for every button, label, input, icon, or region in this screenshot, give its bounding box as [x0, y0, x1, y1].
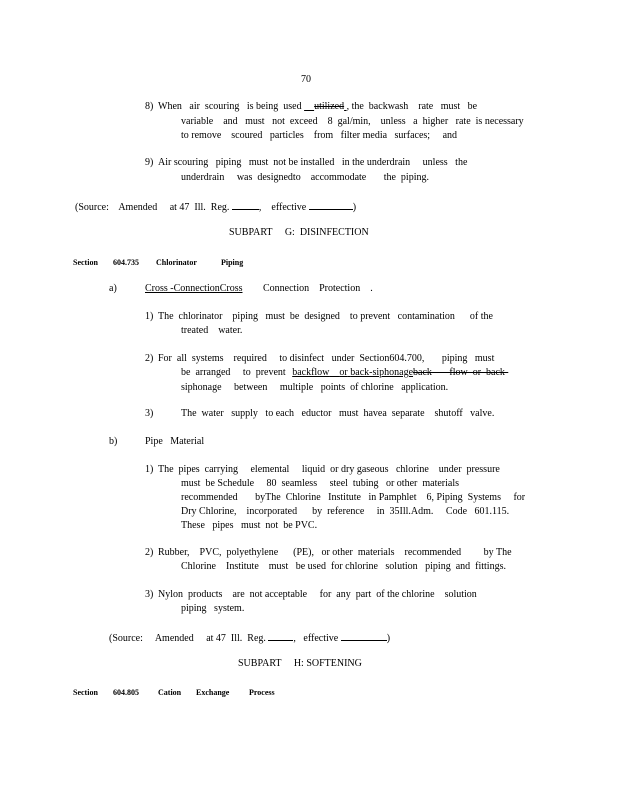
part-b-item-1-line-1: The pipes carrying elemental liquid or dry gaseous chlorine under pressure — [158, 464, 500, 475]
part-a-heading-underlined: Cross -ConnectionCross — [145, 283, 243, 294]
part-a-item-3-number: 3) — [145, 408, 154, 419]
source-note-2-text: (Source: Amended at 47 Ill. Reg. — [109, 633, 266, 644]
part-a-label: a) — [109, 283, 117, 294]
part-b-item-1-line-5: These pipes must not be PVC. — [181, 520, 318, 531]
section-805-title-word-2: Exchange — [196, 688, 230, 697]
part-a-item-2-number: 2) — [145, 353, 154, 364]
part-a-item-2-line-1: For all systems required to disinfect under Section604.700, piping must — [158, 353, 495, 364]
source-note-1-text: (Source: Amended at 47 Ill. Reg. — [75, 202, 230, 213]
part-a-heading — [145, 282, 373, 297]
reg-blank-2 — [268, 630, 293, 641]
part-b-item-3-line-2: piping system. — [181, 603, 245, 614]
subpart-g-heading: SUBPART G: DISINFECTION — [229, 227, 369, 238]
part-a-item-1-line-2: treated water. — [181, 325, 243, 336]
item-8-text-end: , the backwash rate must be — [346, 101, 478, 112]
inserted-text-back-siphonage: back-siphonage — [350, 367, 414, 378]
deleted-text-back-flow: back flow or back- — [413, 367, 509, 378]
part-b-item-1-line-3: recommended byThe Chlorine Institute in Pamphlet 6, Piping Systems for — [181, 492, 526, 503]
part-a-heading-rest: Connection Protection . — [263, 283, 373, 294]
item-9-number: 9) — [145, 157, 154, 168]
effective-blank-1 — [309, 199, 353, 210]
item-8-line-2: variable and must not exceed 8 gal/min, unless a higher rate is necessary — [181, 116, 524, 127]
item-8-line-3: to remove scoured particles from filter media surfaces; and — [181, 130, 458, 141]
source-note-1 — [75, 199, 356, 216]
effective-blank-2 — [341, 630, 387, 641]
section-805-title-word-3: Process — [249, 688, 275, 697]
part-a-item-2-line-2 — [181, 366, 508, 381]
item-9-line-2: underdrain was designedto accommodate the piping. — [181, 172, 429, 183]
part-b-item-3-line-1: Nylon products are not acceptable for any part of the chlorine solution — [158, 589, 477, 600]
source-note-2-close: ) — [386, 633, 391, 644]
item-8-line-1 — [158, 100, 504, 115]
source-note-1-close: ) — [352, 202, 357, 213]
part-b-item-1-line-4: Dry Chlorine, incorporated by reference in 35Ill.Adm. Code 601.115. — [181, 506, 510, 517]
section-title-word-2: Piping — [221, 258, 244, 267]
part-b-item-2-line-2: Chlorine Institute must be used for chlorine solution piping and fittings. — [181, 561, 506, 572]
part-b-item-2-number: 2) — [145, 547, 154, 558]
section-title-word-1: Chlorinator — [156, 258, 197, 267]
source-note-2-effective: , effective — [293, 633, 339, 644]
item-8-text-start: When air scouring is being used — [158, 101, 302, 112]
part-a-item-1-line-1: The chlorinator piping must be designed to prevent contamination of the — [158, 311, 493, 322]
part-a-item-3-line-1: The water supply to each eductor must havea separate shutoff valve. — [181, 408, 495, 419]
source-note-1-effective: , effective — [258, 202, 307, 213]
part-b-item-1-number: 1) — [145, 464, 154, 475]
item-9-line-1: Air scouring piping must not be installed in the underdrain unless the — [158, 157, 468, 168]
part-a-item-1-number: 1) — [145, 311, 154, 322]
part-b-item-1-line-2: must be Schedule 80 seamless steel tubing or other materials — [181, 478, 459, 489]
section-number-805: 604.805 — [113, 688, 139, 697]
part-a-item-2-line-3: siphonage between multiple points of chlorine application. — [181, 382, 449, 393]
inserted-text-backflow: backflow — [292, 367, 330, 378]
item-8-number: 8) — [145, 101, 154, 112]
section-number: 604.735 — [113, 258, 139, 267]
source-note-2 — [109, 630, 390, 647]
part-b-item-2-line-1: Rubber, PVC, polyethylene (PE), or other materials recommended by The — [158, 547, 512, 558]
inserted-text-or: or — [339, 367, 348, 378]
part-b-item-3-number: 3) — [145, 589, 154, 600]
page-number: 70 — [301, 74, 311, 85]
part-b-label: b) — [109, 436, 118, 447]
item-8-struck-word: utilized — [314, 101, 345, 112]
reg-blank-1 — [232, 199, 259, 210]
section-805-title-word-1: Cation — [158, 688, 182, 697]
item-8-insert-blank — [304, 101, 314, 112]
section-label-805: Section — [73, 688, 98, 697]
part-b-heading: Pipe Material — [145, 436, 205, 447]
section-label: Section — [73, 258, 98, 267]
subpart-h-heading: SUBPART H: SOFTENING — [238, 658, 362, 669]
part-a-item-2-text: be arranged to prevent — [181, 367, 286, 378]
